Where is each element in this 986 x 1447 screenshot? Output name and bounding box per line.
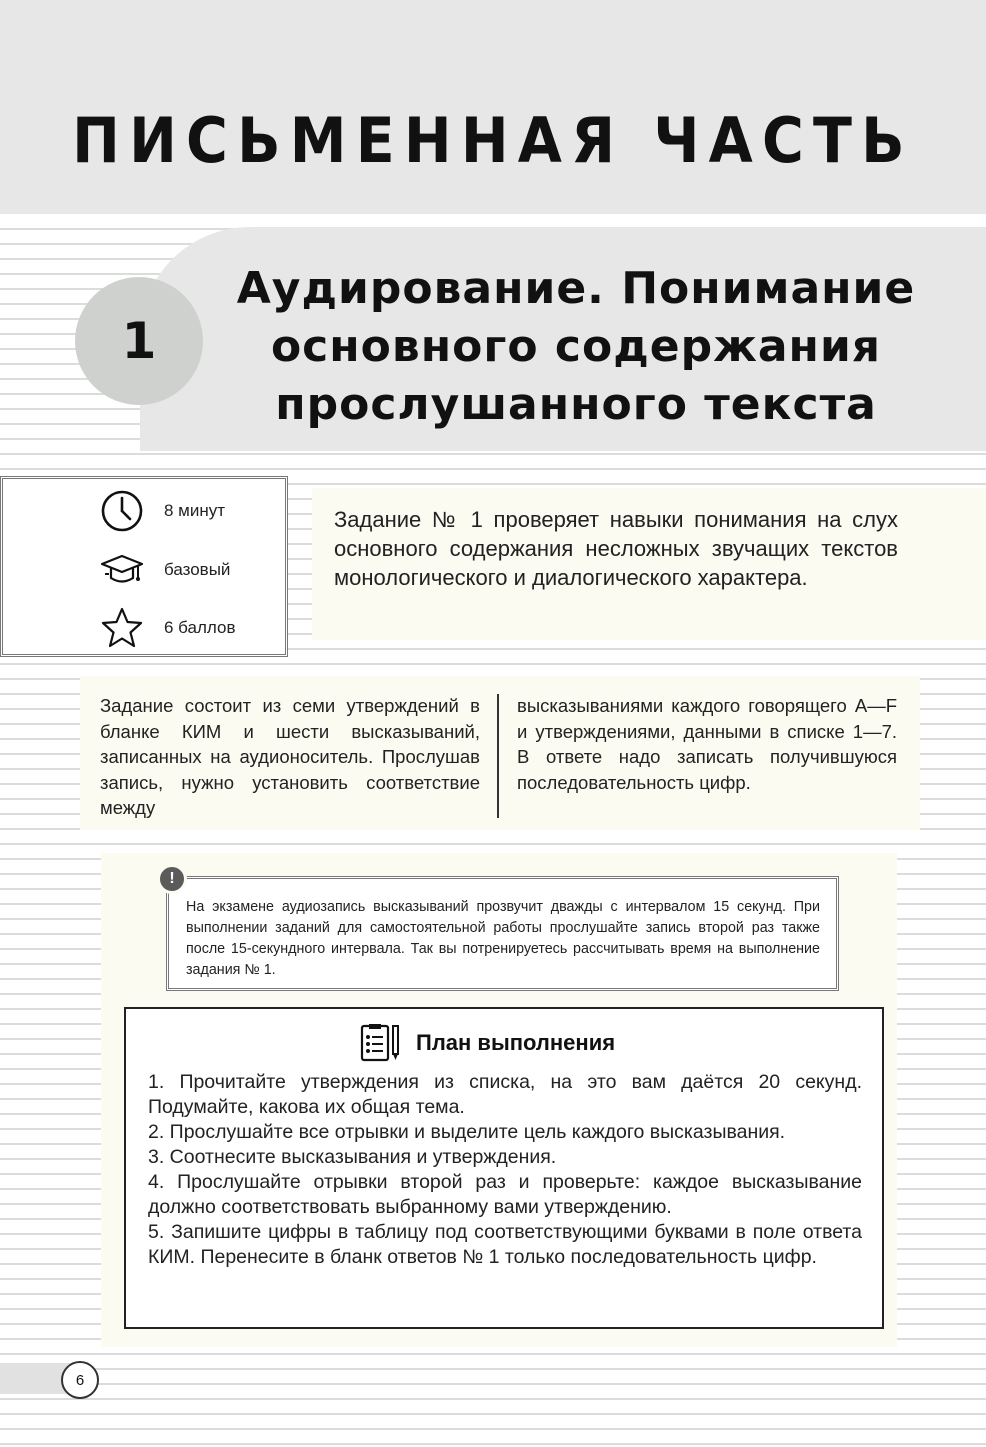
meta-level-label: базовый [164, 560, 231, 579]
checklist-icon [360, 1023, 402, 1063]
meta-time-label: 8 минут [164, 501, 226, 520]
column-divider [497, 694, 499, 818]
task-description: Задание № 1 проверяет навыки понимания на слух основного содержания несложных звучащих текстов монологического и диалогического характера. [334, 507, 898, 590]
plan-step: 2. Прослушайте все отрывки и выделите цель каждого высказывания. [148, 1121, 786, 1143]
task-title-line: Аудирование. Понимание [236, 263, 916, 314]
task-title [226, 260, 926, 434]
details-right-column: высказываниями каждого говорящего A—F и утверждениями, данными в списке 1—7. В ответе надо записать получившуюся последовательность цифр. [517, 695, 897, 793]
task-number: 1 [121, 312, 157, 370]
star-icon [100, 606, 144, 650]
plan-step: 5. Запишите цифры в таблицу под соответствующими буквами в поле ответа КИМ. Перенесите в бланк ответов № 1 только последовательность цифр. [148, 1221, 862, 1268]
plan-steps [148, 1070, 862, 1270]
plan-header [360, 1023, 615, 1063]
meta-points-label: 6 баллов [164, 618, 236, 637]
task-title-line: прослушанного текста [275, 379, 877, 430]
graduation-cap-icon [100, 548, 144, 592]
clock-icon [100, 489, 144, 533]
section-title: ПИСЬМЕННАЯ ЧАСТЬ [72, 104, 914, 177]
task-title-line: основного содержания [270, 321, 882, 372]
plan-step: 3. Соотнесите высказывания и утверждения. [148, 1146, 557, 1168]
meta-points [100, 606, 280, 650]
plan-title: План выполнения [416, 1030, 616, 1055]
page-number: 6 [61, 1361, 99, 1399]
exclamation-icon: ! [157, 864, 187, 894]
plan-step: 4. Прослушайте отрывки второй раз и проверьте: каждое высказывание должно соответствовать выбранному вами утверждению. [148, 1171, 862, 1218]
plan-step: 1. Прочитайте утверждения из списка, на это вам даётся 20 секунд. Подумайте, какова их общая тема. [148, 1071, 862, 1118]
details-left-column: Задание состоит из семи утверждений в бланке КИМ и шести высказываний, записанных на аудионоситель. Прослушав запись, нужно установить соответствие между [100, 695, 480, 818]
meta-level [100, 548, 280, 592]
task-number-badge [75, 277, 203, 405]
meta-time [100, 489, 280, 533]
note-text: На экзамене аудиозапись высказываний прозвучит дважды с интервалом 15 секунд. При выполнении заданий для самостоятельной работы прослушайте запись второй раз также после 15-секундного интервала. Так вы потренируетесь рассчитывать время на выполнение задания № 1. [186, 899, 820, 978]
